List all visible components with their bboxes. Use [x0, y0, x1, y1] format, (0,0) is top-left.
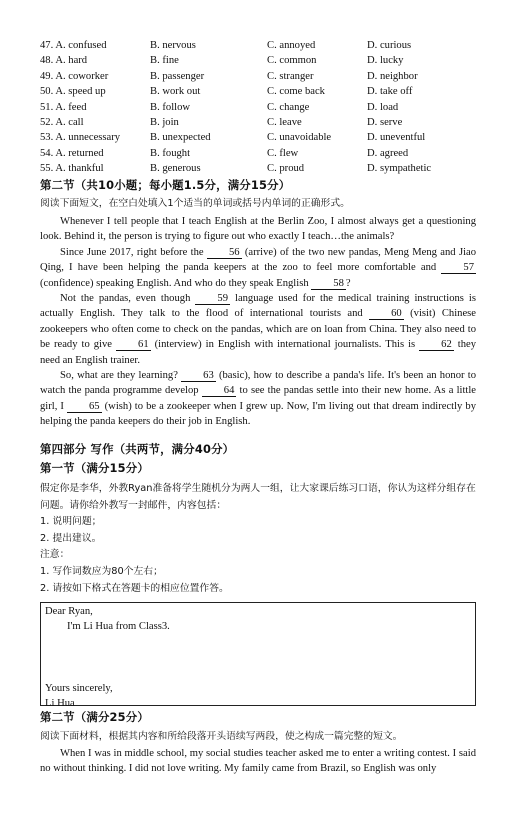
letter-first-line: I'm Li Hua from Class3.	[67, 621, 170, 633]
text-run: (confidence) speaking English. And who do they speak English	[40, 277, 312, 289]
choice-option: C. proud	[267, 163, 305, 175]
option-a: A. feed	[55, 101, 87, 113]
choice-option: B. passenger	[150, 70, 205, 82]
continuation-story	[40, 746, 476, 777]
text-run: to see the pandas settle into their new home. As a little girl, I	[40, 385, 476, 412]
choice-option: D. neighbor	[367, 70, 418, 82]
choices-list	[40, 38, 510, 177]
blank-56: 56	[207, 247, 242, 259]
choice-option: B. fought	[150, 147, 191, 159]
choice-option: C. leave	[267, 116, 302, 128]
text-run: (wish) to be a zookeeper when I grew up. Now, I'm living out that dream indirectly by helping the panda keepers do their job in English.	[40, 400, 476, 428]
blank-57: 57	[441, 262, 476, 274]
letter-closing: Yours sincerely,	[45, 682, 113, 694]
choice-option: D. lucky	[367, 55, 404, 67]
option-a: A. call	[55, 116, 84, 128]
question-number: 55.	[40, 163, 54, 175]
choice-option: D. take off	[367, 86, 413, 98]
text-run: So, what are they learning?	[60, 370, 182, 382]
choice-option: B. fine	[150, 55, 179, 67]
part4-section2-heading: 第二节（满分25分）	[40, 710, 149, 724]
option-a: A. returned	[55, 147, 104, 159]
text-run: ?	[345, 277, 351, 289]
passage-paragraph-3	[40, 291, 476, 368]
text-run: Since June 2017, right before the	[60, 246, 207, 258]
question-number: 49.	[40, 70, 54, 82]
part4-heading: 第四部分 写作（共两节，满分40分）	[40, 442, 235, 456]
question-number: 53.	[40, 132, 54, 144]
choice-option: B. join	[150, 116, 179, 128]
choice-option: C. stranger	[267, 70, 314, 82]
choice-option	[40, 146, 104, 161]
text-run: (arrive) of the two new pandas, Meng Meng and Jiao Qing, I have been helping the panda keepers at the zoo to feel more comfortable and	[40, 246, 477, 274]
choice-option: D. agreed	[367, 147, 409, 159]
choice-option: B. work out	[150, 86, 201, 98]
choice-option	[40, 115, 84, 130]
choice-option: C. come back	[267, 86, 325, 98]
choice-option	[40, 69, 108, 84]
note-item-2: 2. 请按如下格式在答题卡的相应位置作答。	[40, 582, 229, 594]
text-run: (basic), how to describe a panda's life. It's been an honor to watch the panda programme develop	[40, 370, 476, 397]
blank-59: 59	[195, 293, 230, 305]
question-number: 47.	[40, 40, 54, 51]
choice-option: C. unavoidable	[267, 132, 332, 144]
prompt-item-2: 2. 提出建议。	[40, 532, 102, 544]
text-run: (visit) Chinese zookeepers who often come to check on the pandas, which are on loan from China. They also need to be ready to give	[40, 308, 476, 351]
option-a: A. thankful	[55, 163, 104, 175]
story-paragraph: When I was in middle school, my social studies teacher asked me to enter a writing contest. I said no without thinking. I did not love writing. My family came from Brazil, so English was only	[40, 748, 476, 775]
blank-60: 60	[369, 308, 404, 320]
choice-option	[40, 100, 87, 115]
text-run: Not the pandas, even though	[60, 293, 196, 305]
option-a: A. confused	[55, 40, 107, 51]
section2-writing-instruction: 阅读下面材料，根据其内容和所给段落开头语续写两段，使之构成一篇完整的短文。	[40, 731, 403, 742]
prompt-item-1: 1. 说明问题；	[40, 516, 102, 528]
writing-prompt	[40, 481, 476, 597]
blank-65: 65	[67, 401, 102, 413]
choice-row	[40, 130, 510, 145]
option-a: A. hard	[55, 55, 88, 67]
question-number: 51.	[40, 101, 54, 113]
letter-answer-box	[40, 602, 476, 710]
letter-blank-space	[45, 635, 471, 681]
question-number: 54.	[40, 147, 54, 159]
passage-paragraph-2	[40, 245, 476, 291]
choice-row	[40, 161, 510, 176]
choice-option: D. load	[367, 101, 399, 113]
question-number: 48.	[40, 55, 54, 67]
letter-greeting: Dear Ryan,	[45, 606, 93, 617]
part4-section1-heading: 第一节（满分15分）	[40, 461, 149, 475]
note-label: 注意：	[40, 549, 70, 561]
passage-paragraph-1: Whenever I tell people that I teach English at the Berlin Zoo, I almost always get a questioning look. Behind it, the person is trying to figure out who exactly I teach…the animals?	[40, 216, 476, 243]
choice-row	[40, 100, 510, 115]
choice-option: D. serve	[367, 116, 403, 128]
blank-63: 63	[181, 370, 216, 382]
option-a: A. speed up	[55, 86, 106, 98]
choice-option: C. common	[267, 55, 317, 67]
choice-option	[40, 53, 87, 68]
question-number: 50.	[40, 86, 54, 98]
blank-58: 58	[311, 278, 346, 290]
choice-option: B. follow	[150, 101, 191, 113]
passage-paragraph-4	[40, 368, 476, 430]
choice-row	[40, 38, 510, 53]
prompt-text: 假定你是李华，外教Ryan准备将学生随机分为两人一组，让大家课后练习口语，你认为这样分组存在问题。请你给外教写一封邮件，内容包括：	[40, 483, 476, 511]
choice-option: B. unexpected	[150, 132, 211, 144]
option-a: A. unnecessary	[55, 132, 121, 144]
option-a: A. coworker	[55, 70, 109, 82]
blank-64: 64	[202, 385, 237, 397]
choice-option: C. change	[267, 101, 310, 113]
choice-option	[40, 161, 104, 176]
blank-62: 62	[419, 339, 454, 351]
passage	[40, 214, 476, 430]
choice-row	[40, 146, 510, 161]
choice-option: D. curious	[367, 40, 412, 51]
question-number: 52.	[40, 116, 54, 128]
note-item-1: 1. 写作词数应为80个左右；	[40, 565, 163, 577]
choice-option: D. sympathetic	[367, 163, 432, 175]
choice-option: C. annoyed	[267, 40, 316, 51]
choice-option: C. flew	[267, 147, 299, 159]
choice-option	[40, 130, 120, 145]
choice-row	[40, 84, 510, 99]
section2-instruction: 阅读下面短文，在空白处填入1个适当的单词或括号内单词的正确形式。	[40, 198, 350, 209]
choice-row	[40, 53, 510, 68]
choice-option	[40, 38, 107, 53]
section2-heading: 第二节（共10小题；每小题1.5分，满分15分）	[40, 178, 291, 192]
letter-signature: Li Hua	[45, 698, 75, 710]
choice-option: D. uneventful	[367, 132, 426, 144]
text-run: they need an English trainer.	[40, 339, 476, 366]
blank-61: 61	[116, 339, 151, 351]
choice-option	[40, 84, 106, 99]
text-run: (interview) in English with international journalists. This is	[150, 339, 420, 351]
choice-row	[40, 69, 510, 84]
choice-row	[40, 115, 510, 130]
choice-option: B. nervous	[150, 40, 196, 51]
choice-option: B. generous	[150, 163, 201, 175]
text-run: language used for the medical training instructions is actually English. They talk to the flood of international tourists and	[40, 293, 476, 320]
